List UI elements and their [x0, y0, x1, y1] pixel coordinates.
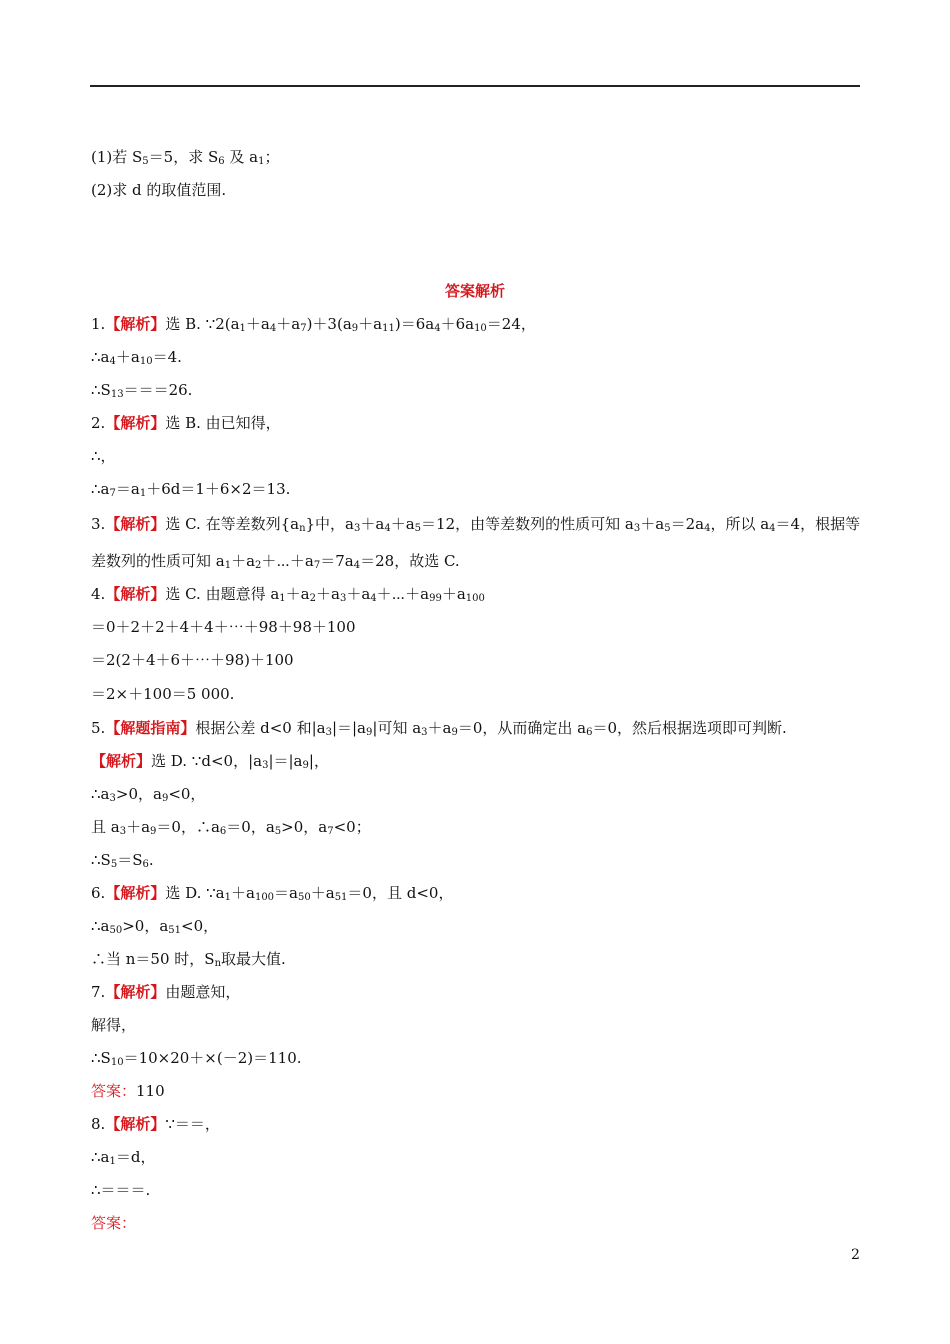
answer-line: 答案：: [91, 1214, 137, 1232]
answer-line: 答案：110: [91, 1082, 165, 1100]
answer-line: ＝0＋2＋2＋4＋4＋⋯＋98＋98＋100: [91, 618, 356, 636]
answer-line: 3.【解析】选 C. 在等差数列$\{a_n\}$中，$a_3+a_4+a_5=12$，由等差数列的性质可知 $a_3+a_5=2a_4$，所以 $a_4=4$，根据等: [91, 515, 861, 534]
answer-line: $\therefore S_{10}=10\times 20+\times(-2)=110$.: [91, 1049, 302, 1068]
answer-line: ＝2×＋100＝5 000.: [91, 685, 235, 703]
answer-line: ＝2(2＋4＋6＋⋯＋98)＋100: [91, 651, 294, 669]
answer-line: $\therefore a_4+a_{10}=4$.: [91, 348, 182, 367]
answer-line: 8.【解析】∵＝＝，: [91, 1115, 220, 1133]
answer-line: ∴当 n＝50 时，$S_n$取最大值.: [91, 950, 286, 969]
answer-line: 且 $a_3+a_9=0$，$\therefore a_6=0$，$a_5>0$，$a_7<0$；: [91, 818, 371, 837]
answer-line: 【解析】选 D. ∵d<0，$|a_3|=|a_9|$，: [91, 752, 329, 771]
answers-title: 答案解析: [444, 282, 505, 300]
answer-line: ∴＝＝＝.: [91, 1181, 151, 1199]
question-part-1: (1)若 $S_5=5$，求 $S_6$ 及 $a_1$；: [91, 148, 280, 167]
answer-line: $\therefore S_{13}===26$.: [91, 381, 193, 400]
answer-line: 5.【解题指南】根据公差 d<0 和$|a_3|=|a_9|$可知 $a_3+a_9=0$，从而确定出 $a_6=0$，然后根据选项即可判断.: [91, 719, 787, 738]
answer-line: 差数列的性质可知 $a_1+a_2+\cdots+a_7=7a_4=28$，故选 C.: [91, 552, 460, 571]
answer-line: $\therefore a_1=d$，: [91, 1148, 156, 1167]
answer-line: 解得，: [91, 1016, 137, 1034]
answer-line: $\therefore a_7=a_1+6d=1+6\times 2=13$.: [91, 480, 291, 499]
answer-line: $\therefore S_5=S_6$.: [91, 851, 154, 870]
answer-line: 7.【解析】由题意知，: [91, 983, 241, 1001]
answer-line: 2.【解析】选 B. 由已知得，: [91, 414, 281, 432]
answer-line: 6.【解析】选 D. $\because a_1+a_{100}=a_{50}+a_{51}=0$，且 d<0，: [91, 884, 454, 903]
answer-line: $\therefore a_{50}>0$，$a_{51}<0$，: [91, 917, 219, 936]
answer-line: ∴，: [91, 447, 116, 465]
question-part-2: (2)求 d 的取值范围.: [91, 181, 227, 199]
answer-line: $\therefore a_3>0$，$a_9<0$，: [91, 785, 206, 804]
answer-line: 1.【解析】选 B. $\because 2(a_1+a_4+a_7)+3(a_9+a_{11})=6a_4+6a_{10}=24$，: [91, 315, 536, 334]
page-number: 2: [851, 1247, 860, 1263]
answer-line: 4.【解析】选 C. 由题意得 $a_1+a_2+a_3+a_4+\cdots+a_{99}+a_{100}$: [91, 585, 485, 604]
header-rule: [90, 85, 860, 87]
